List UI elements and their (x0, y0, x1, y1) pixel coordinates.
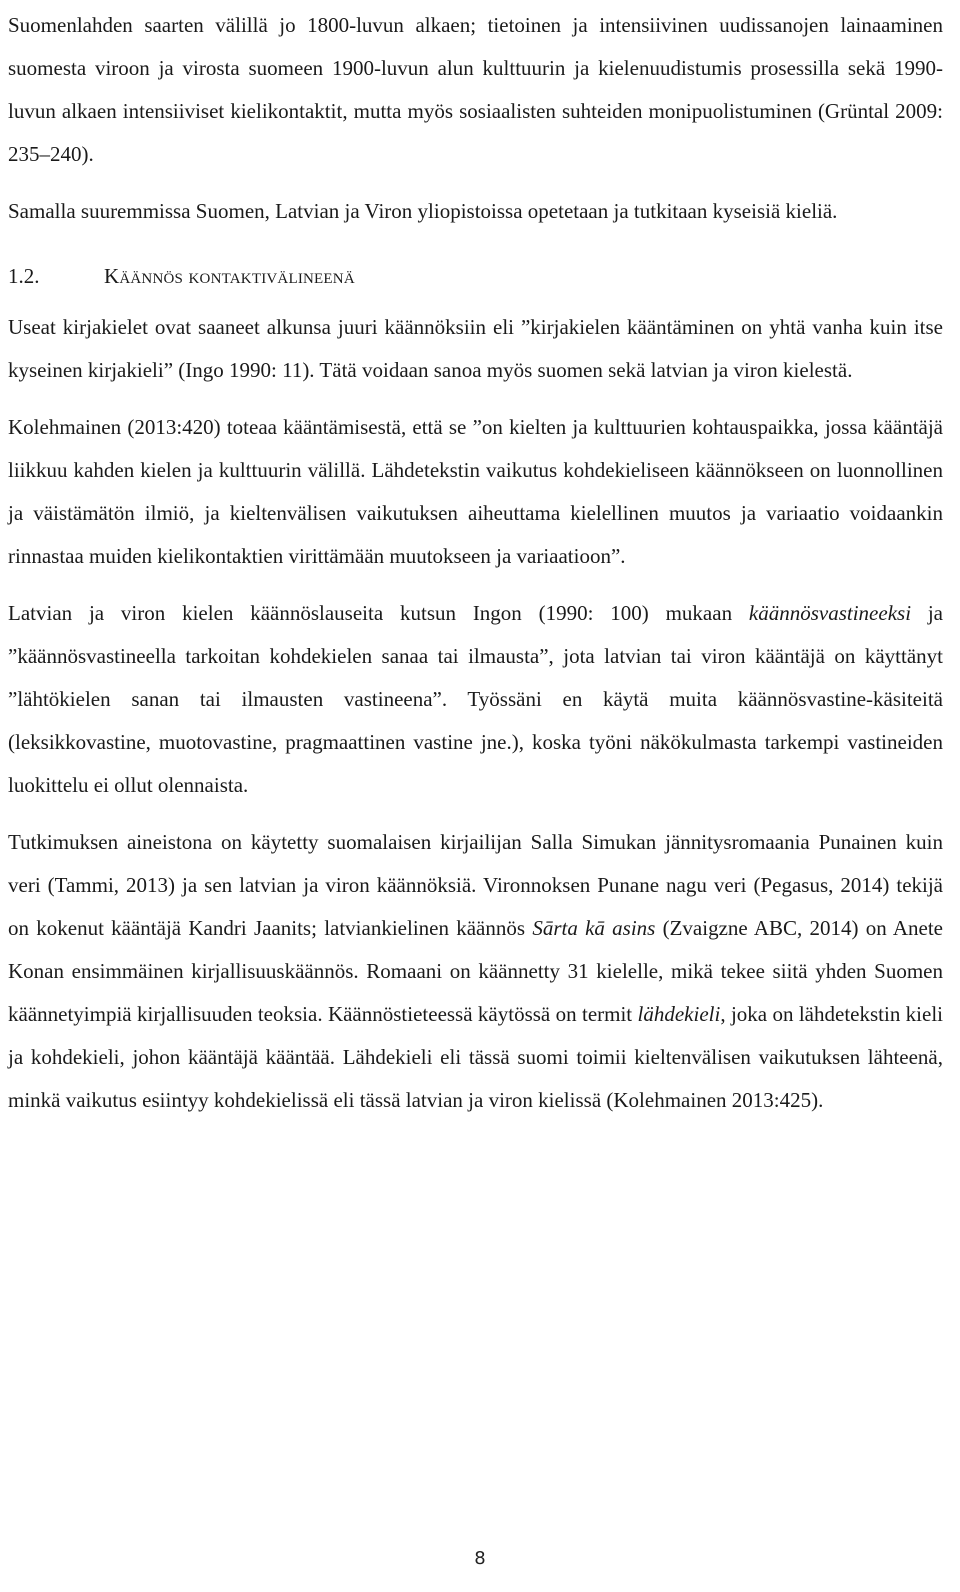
section-number: 1.2. (8, 264, 40, 288)
section-title: Käännös kontaktivälineenä (104, 264, 355, 288)
paragraph-kaannosvastine (8, 592, 943, 807)
text-run: Latvian ja viron kielen käännöslauseita kutsun Ingon (1990: 100) mukaan (8, 601, 749, 625)
text-run: , joka on lähdetekstin kieli ja kohdekieli, johon kääntäjä kääntää. Lähdekieli eli tässä suomi toimii kieltenvälisen vaikutuksen lähteenä, minkä vaikutus esiintyy kohdekielissä eli tässä latvian ja viron kielissä (Kolehmainen 2013:425). (8, 1002, 944, 1112)
emphasis-title: Sārta kā asins (532, 916, 656, 940)
emphasis-term: käännösvastineeksi (748, 601, 912, 625)
text-run: Tutkimuksen aineistona on käytetty suomalaisen kirjailijan Salla Simukan jännitysromaania Punainen kuin veri (Tammi, 2013) ja sen latvian ja viron käännöksiä. Vironnoksen Punane nagu veri (Pegasus, 2014) tekijä on kokenut kääntäjä Kandri Jaanits; latviankielinen käännös (8, 830, 943, 940)
emphasis-term: lähdekieli (637, 1002, 721, 1026)
page-number: 8 (474, 1548, 486, 1569)
document-body (8, 4, 943, 1122)
text-run: (Zvaigzne ABC, 2014) on Anete Konan ensimmäinen kirjallisuuskäännös. Romaani on käännetty 31 kielelle, mikä tekee siitä yhden Suomen käännetyimpiä kirjallisuuden teoksia. Käännöstieteessä käytössä on termit (8, 916, 943, 1026)
paragraph-yliopistot: Samalla suuremmissa Suomen, Latvian ja Viron yliopistoissa opetetaan ja tutkitaan kyseisiä kieliä. (8, 199, 838, 223)
paragraph-aineisto (8, 821, 943, 1122)
paragraph-saaret: Suomenlahden saarten välillä jo 1800-luvun alkaen; tietoinen ja intensiivinen uudissanojen lainaaminen suomesta viroon ja virosta suomeen 1900-luvun alun kulttuurin ja kielenuudistumis prosessilla sekä 1990-luvun alkaen intensiiviset kielikontaktit, mutta myös sosiaalisten suhteiden monipuolistuminen (Grüntal 2009: 235–240). (8, 13, 943, 166)
paragraph-kirjakielet: Useat kirjakielet ovat saaneet alkunsa juuri käännöksiin eli ”kirjakielen kääntäminen on yhtä vanha kuin itse kyseinen kirjakieli” (Ingo 1990: 11). Tätä voidaan sanoa myös suomen sekä latvian ja viron kielestä. (8, 315, 943, 382)
section-heading (8, 255, 943, 298)
text-run: ja ”käännösvastineella tarkoitan kohdekielen sanaa tai ilmausta”, jota latvian tai viron kääntäjä on käyttänyt ”lähtökielen sanan tai ilmausten vastineena”. Työssäni en käytä muita käännösvastine-käsiteitä (leksikkovastine, muotovastine, pragmaattinen vastine jne.), koska työni näkökulmasta tarkempi vastineiden luokittelu ei ollut olennaista. (8, 601, 944, 797)
paragraph-kolehmainen: Kolehmainen (2013:420) toteaa kääntämisestä, että se ”on kielten ja kulttuurien kohtauspaikka, jossa kääntäjä liikkuu kahden kielen ja kulttuurin välillä. Lähdetekstin vaikutus kohdekieliseen käännökseen on luonnollinen ja väistämätön ilmiö, ja kieltenvälisen vaikutuksen aiheuttama kielellinen muutos ja variaatio voidaankin rinnastaa muiden kielikontaktien virittämään muutokseen ja variaatioon”. (8, 415, 943, 568)
